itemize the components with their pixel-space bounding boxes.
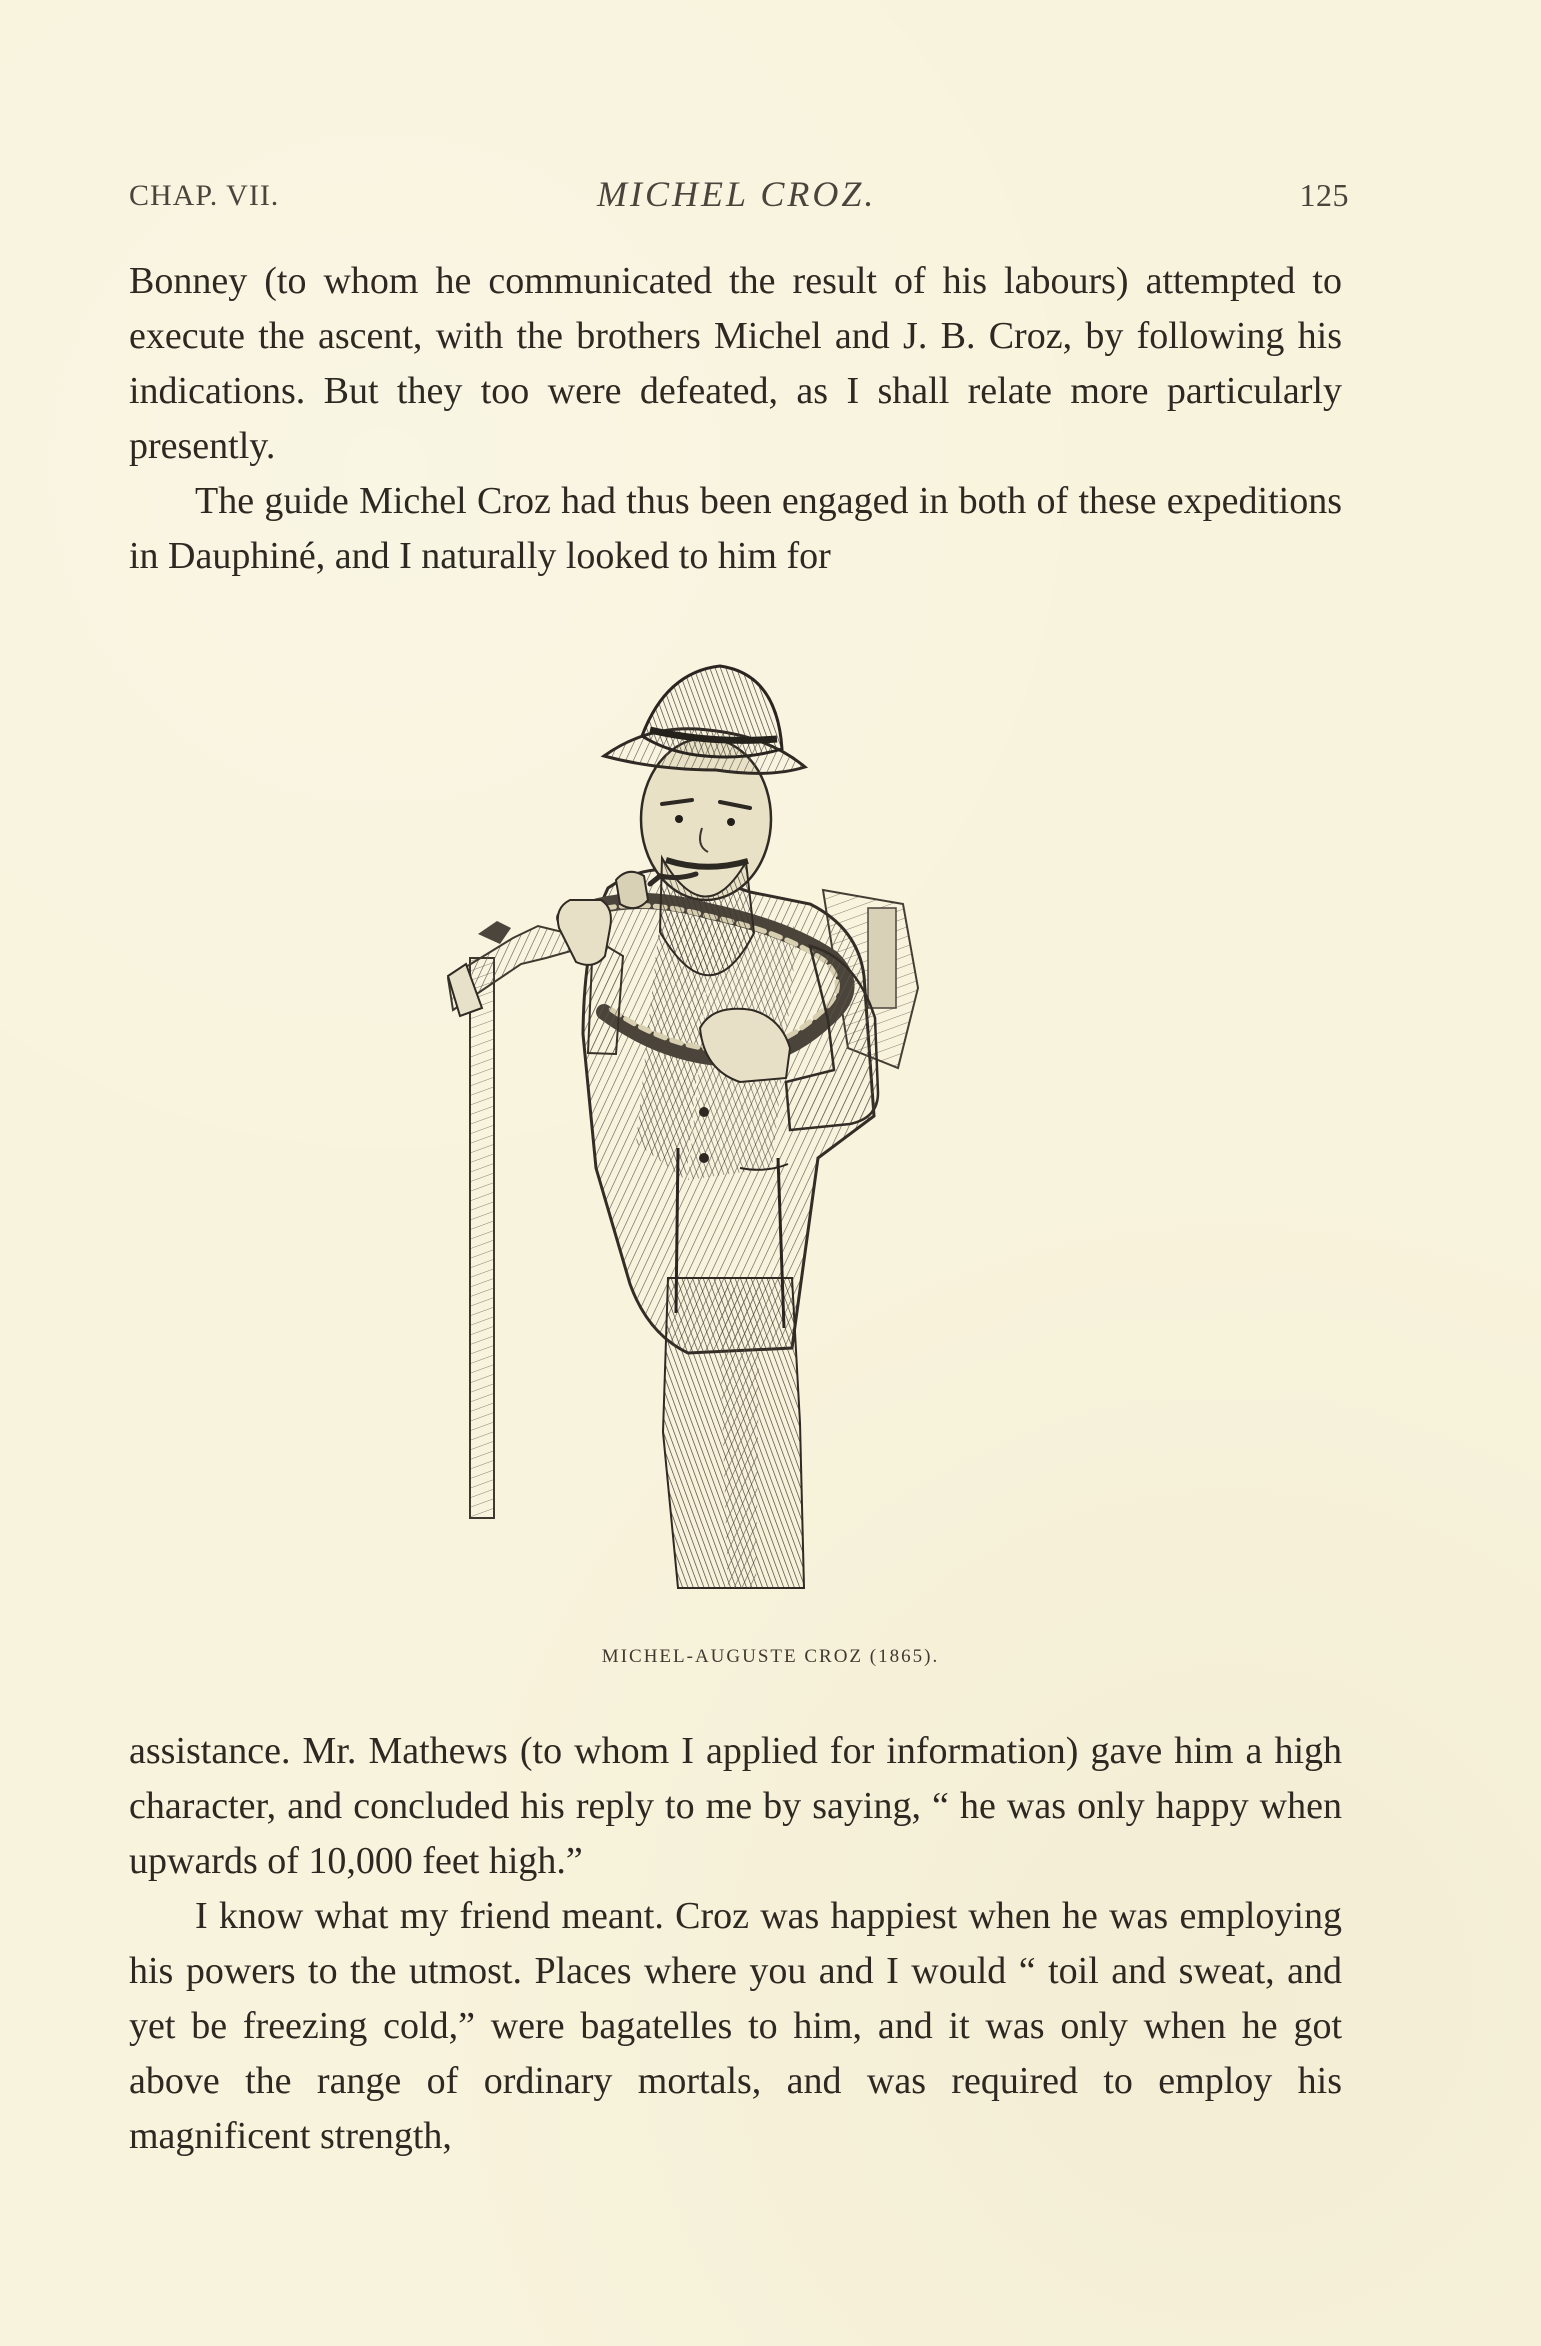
paragraph-bottom-2: I know what my friend meant. Croz was happiest when he was employing his powers to the utmost. Places where you and I would “ toil and sweat, and yet be freezing cold,” were bagatelles to him, and it was only when he got above the range of ordinary mortals, and was required to employ his magnificent strength, <box>129 1895 1342 2157</box>
illustration-michel-croz <box>358 638 1058 1628</box>
running-head <box>129 173 1349 219</box>
page-title: MICHEL CROZ. <box>597 174 877 214</box>
bottom-text-block <box>129 1724 1342 2164</box>
chapter-label: CHAP. VII. <box>129 179 280 212</box>
paragraph-bottom-1: assistance. Mr. Mathews (to whom I applied for information) gave him a high character, and concluded his reply to me by saying, “ he was only happy when upwards of 10,000 feet high.” <box>129 1730 1342 1882</box>
top-text-block <box>129 254 1342 584</box>
page-number: 125 <box>1299 177 1349 213</box>
illustration-caption: MICHEL-AUGUSTE CROZ (1865). <box>601 1646 940 1667</box>
paragraph-top-2: The guide Michel Croz had thus been engaged in both of these expeditions in Dauphiné, and I naturally looked to him for <box>129 480 1342 577</box>
paragraph-top-1: Bonney (to whom he communicated the result of his labours) attempted to execute the ascent, with the brothers Michel and J. B. Croz, by following his indications. But they too were defeated, as I shall relate more particularly presently. <box>129 260 1342 467</box>
